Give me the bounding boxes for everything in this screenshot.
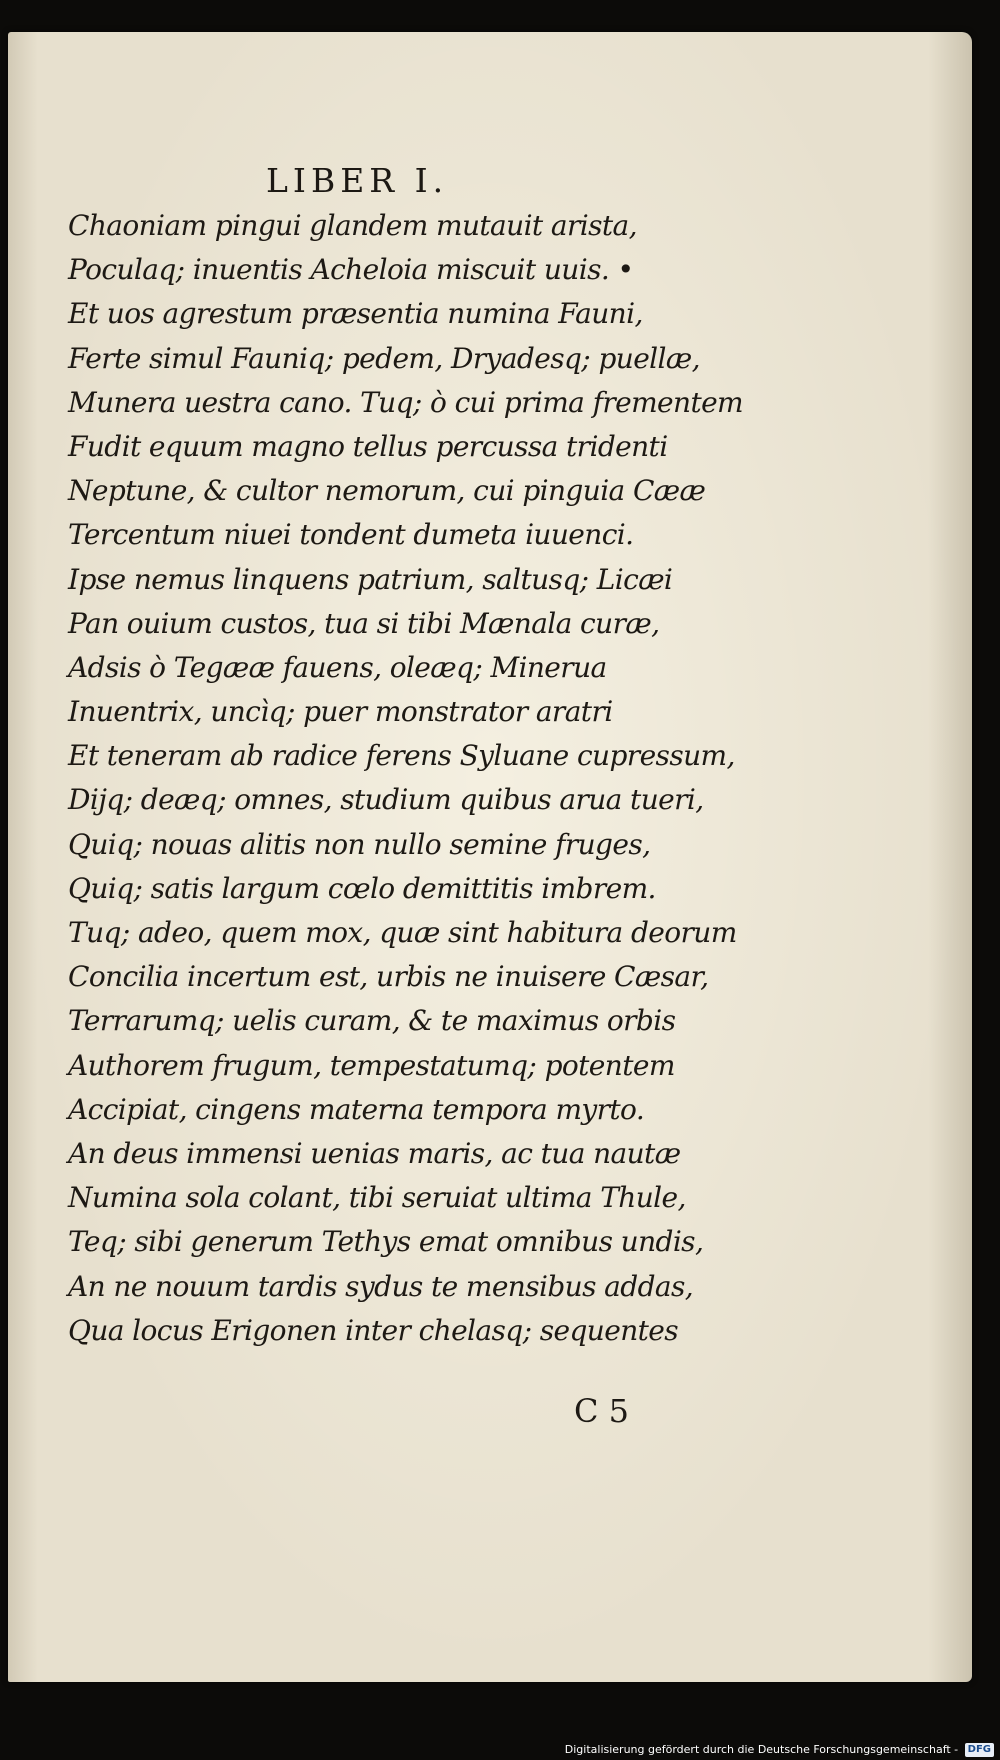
verse-line: Authorem frugum, tempestatumq; potentem: [68, 1048, 675, 1082]
verse-line: Et uos agrestum præsentia numina Fauni,: [68, 297, 643, 331]
dfg-logo: DFG: [965, 1743, 994, 1757]
signature-mark: C 5: [574, 1392, 630, 1430]
verse-line: Accipiat, cingens materna tempora myrto.: [68, 1092, 645, 1126]
verse-line: Teq; sibi generum Tethys emat omnibus undis,: [68, 1225, 704, 1259]
book-page: [8, 32, 972, 1682]
verse-line: Poculaq; inuentis Acheloia miscuit uuis. •: [68, 253, 634, 287]
verse-line: Qua locus Erigonen inter chelasq; sequentes: [68, 1313, 679, 1347]
verse-line: Munera uestra cano. Tuq; ò cui prima frementem: [68, 385, 744, 419]
verse-line: Ferte simul Fauniq; pedem, Dryadesq; puellæ,: [68, 341, 700, 375]
verse-line: Numina sola colant, tibi seruiat ultima Thule,: [68, 1181, 686, 1215]
verse-line: Concilia incertum est, urbis ne inuisere Cæsar,: [68, 960, 709, 994]
verse-line: Neptune, & cultor nemorum, cui pinguia Cææ: [68, 474, 706, 508]
verse-line: Dijq; deæq; omnes, studium quibus arua tueri,: [68, 783, 704, 817]
verse-line: An deus immensi uenias maris, ac tua nautæ: [68, 1136, 681, 1170]
verse-line: Et teneram ab radice ferens Syluane cupressum,: [68, 739, 735, 773]
verse-line: An ne nouum tardis sydus te mensibus addas,: [68, 1269, 694, 1303]
verse-line: Quiq; nouas alitis non nullo semine fruges,: [68, 827, 651, 861]
verse-line: Adsis ò Tegææ fauens, oleæq; Minerua: [68, 650, 607, 684]
running-head: LIBER I.: [266, 161, 449, 200]
verse-line: Quiq; satis largum cœlo demittitis imbrem.: [68, 871, 656, 905]
verse-line: Pan ouium custos, tua si tibi Mænala curæ,: [68, 606, 660, 640]
verse-line: Inuentrix, uncìq; puer monstrator aratri: [68, 695, 613, 729]
verse-line: Tuq; adeo, quem mox, quæ sint habitura deorum: [68, 916, 737, 949]
verse-line: Terrarumq; uelis curam, & te maximus orbis: [68, 1004, 676, 1038]
verse-line: Ipse nemus linquens patrium, saltusq; Licæi: [68, 562, 673, 596]
verse-line: Fudit equum magno tellus percussa tridenti: [68, 429, 668, 463]
verse-block: [68, 204, 744, 1353]
digitization-credit: [565, 1741, 994, 1758]
credit-text: Digitalisierung gefördert durch die Deutsche Forschungsgemeinschaft -: [564, 1743, 959, 1756]
verse-line: Tercentum niuei tondent dumeta iuuenci.: [68, 518, 634, 552]
verse-line: Chaoniam pingui glandem mutauit arista,: [68, 209, 637, 242]
